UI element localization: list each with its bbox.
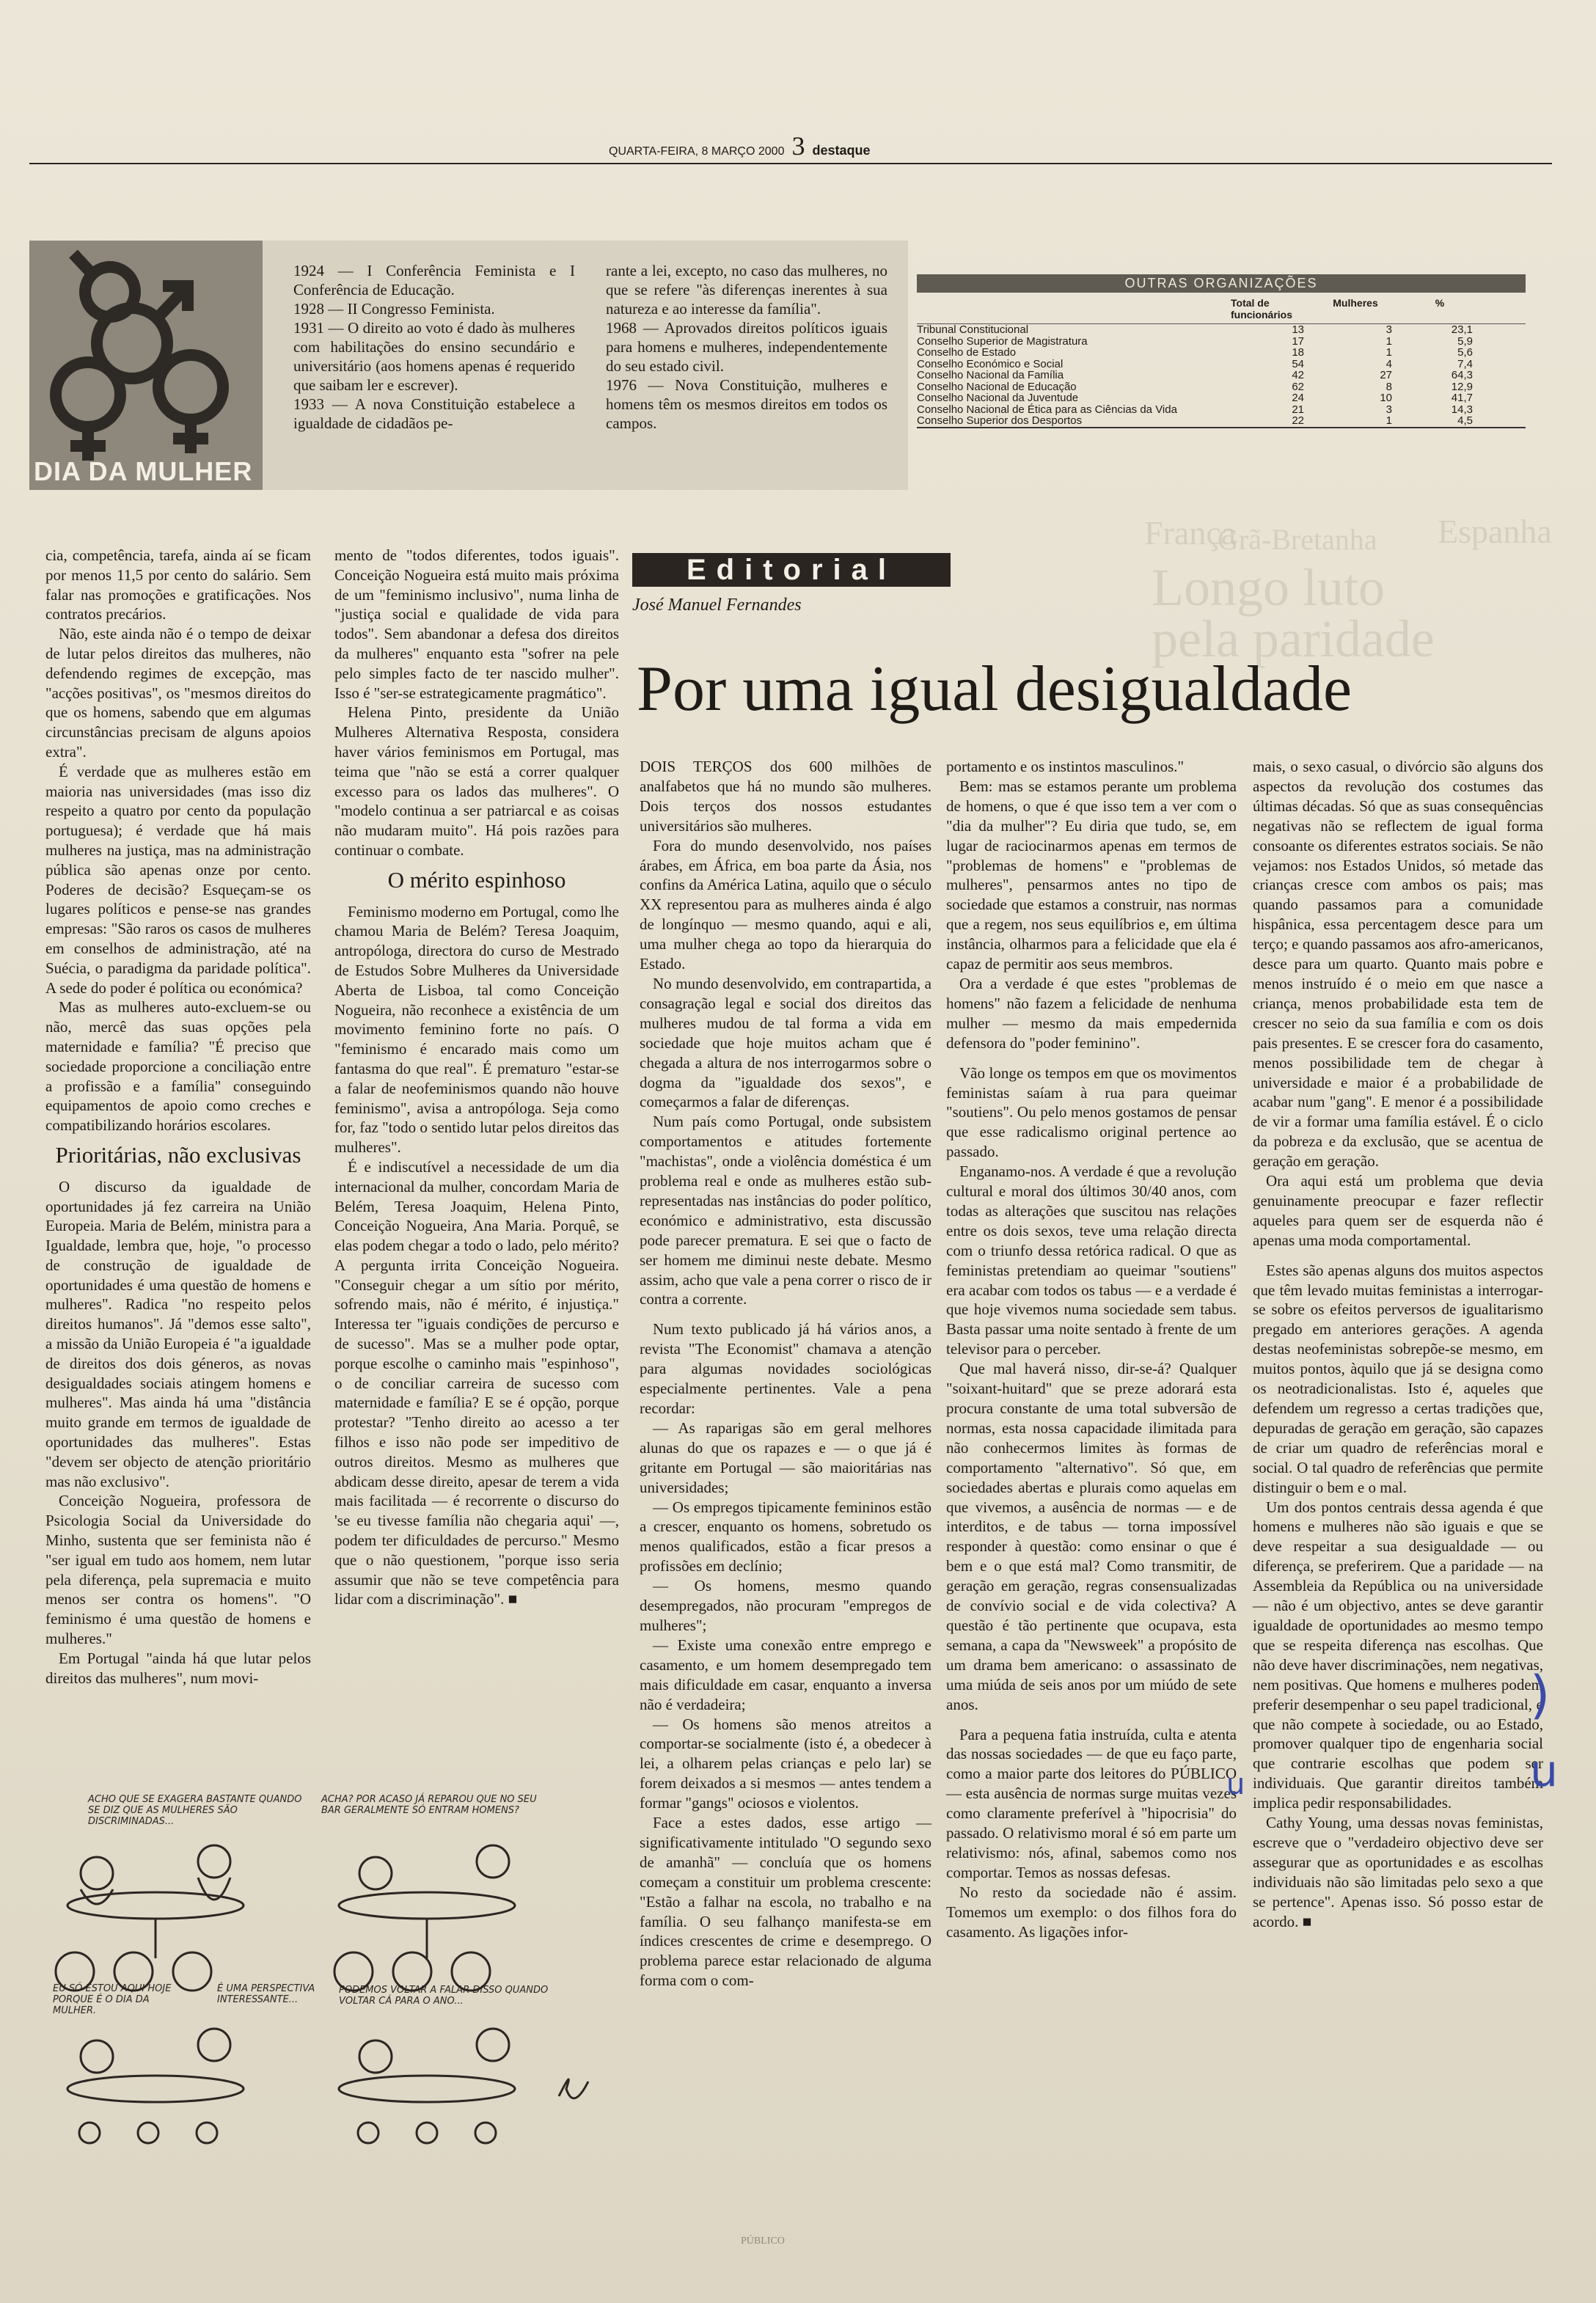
ghost-text-3: Grã-Bretanha [1218, 523, 1377, 556]
paragraph: — As raparigas são em geral melhores alunas do que os rapazes e — o que já é gritante em Portugal — são maioritárias nas universidades; [640, 1418, 931, 1496]
table-cell: 14,3 [1451, 403, 1473, 416]
table-row [917, 336, 1526, 348]
table-cell: 64,3 [1451, 369, 1473, 381]
pen-annotation-mark: ) [1530, 1665, 1551, 1725]
organization-name-cell: Tribunal Constitucional [917, 323, 1029, 336]
paragraph: Conceição Nogueira, professora de Psicologia Social da Universidade do Minho, sustenta que ser feminista não é "ser igual em tudo aos homem, nem lutar pela diferença, pela supremacia e muito menos ser contra os homens". "O feminismo é uma questão de homens e mulheres." [45, 1492, 311, 1648]
table-row [917, 381, 1526, 393]
table-cell: 23,1 [1451, 323, 1473, 336]
table-title: OUTRAS ORGANIZAÇÕES [917, 274, 1526, 293]
table-row [917, 359, 1526, 370]
paragraph: Bem: mas se estamos perante um problema de homens, o que é que isso tem a ver com o "dia da mulher"? Eu diria que tudo, se, em lugar de raciocinarmos apenas em termos de "problemas de homens" e "problemas de mulheres", pensarmos antes no tipo de sociedade que estamos a construir, nas normas que a regem, nos seus equilíbrios e, em última instância, olharmos para a felicidade que ela é capaz de permitir aos seus membros. [946, 777, 1237, 973]
paragraph: portamento e os instintos masculinos." [946, 758, 1185, 775]
pen-annotation-mark: u [1226, 1768, 1245, 1801]
paragraph: — Os empregos tipicamente femininos estão a crescer, enquanto os homens, sobretudo os menos qualificados, estão a ficar presos a profissões em declínio; [640, 1498, 931, 1575]
table-cell: 42 [1292, 369, 1304, 381]
table-cell: 17 [1292, 334, 1304, 348]
table-cell: 4,5 [1457, 414, 1473, 427]
organization-name-cell: Conselho Superior dos Desportos [917, 414, 1083, 427]
timeline-entry: 1931 — O direito ao voto é dado às mulheres com habilitações do ensino secundário e universitário (aos homens apenas é requerido que saibam ler e escrever). [293, 319, 575, 394]
table-cell: 10 [1380, 392, 1392, 404]
table-cell: 1 [1385, 346, 1392, 359]
subhead: O mérito espinhoso [387, 866, 566, 893]
table-row [917, 415, 1526, 427]
paragraph: Não, este ainda não é o tempo de deixar de lutar pelos direitos das mulheres, não defendendo regimes de excepção, mas "acções positivas", os "mesmos direitos do que os homens, sabendo que em algumas circunstâncias precisam de alguns apoios extra". [45, 625, 311, 761]
table-cell: 24 [1292, 392, 1304, 404]
paragraph: DOIS TERÇOS dos 600 milhões de analfabetos que há no mundo são mulheres. Dois terços dos nossos estudantes universitários são mulheres. [640, 758, 931, 835]
paragraph: Num texto publicado já há vários anos, a revista "The Economist" chamava a atenção para algumas novidades sociológicas especialmente pertinentes. Vale a pena recordar: [640, 1320, 931, 1417]
table-row [917, 392, 1526, 404]
ghost-text-1: Espanha [1438, 513, 1552, 550]
cartoon-illustration [45, 1788, 603, 2145]
organizations-table [917, 274, 1526, 428]
paragraph: Face a estes dados, esse artigo — significativamente intitulado "O segundo sexo de amanhã" — concluía que os homens começam a constituir um problema crescente: "Estão a falhar na escola, no trabalho e na família. O seu falhanço manifesta-se em índices crescentes de crime e desemprego. O problema parece estar relacionado de alguma forma com o com- [640, 1814, 931, 1990]
paragraph: O discurso da igualdade de oportunidades já fez carreira na União Europeia. Maria de Belém, ministra para a Igualdade, lembra que, hoje, "o processo de construção de igualdade de oportunidades é uma questão de homens e mulheres". Radica "no respeito pelos direitos humanos". Já "demos esse salto", a missão da União Europeia é "a igualdade de direitos dos dois géneros, as novas desigualdades sociais atingem homens e mulheres". Mas ainda há uma "distância muito grande em termos de igualdade de oportunidades das mulheres". Estas "devem ser objecto de atenção prioritário mas não exclusivo". [45, 1177, 311, 1490]
ghost-text-5: pela paridade [1152, 609, 1435, 668]
paragraph: mais, o sexo casual, o divórcio são alguns dos aspectos da revolução dos costumes das últimas décadas. Só que as suas consequências negativas não se reflectem de igual forma consoante os diferentes estratos sociais. Se não vejamos: nos Estados Unidos, só metade das crianças cresce com ambos os pais; mas quando passamos para a comunidade hispânica, essa percentagem desce para um terço; e quando passamos aos afro-americanos, desce para um quarto. Quanto mais pobre e menos instruído é o meio em que nasce a criança, menos probabilidade esta tem de crescer no seio da sua família e com os dois pais presentes. E se crescer fora do casamento, menos possibilidade tem de chegar à universidade e maior é a probabilidade de acabar num "gang". E menor é a possibilidade de vir a formar uma família estável. É o ciclo da pobreza e da exclusão, que se acentua de geração em geração. [1253, 758, 1543, 1171]
column-header [917, 297, 1231, 321]
timeline-entry: 1924 — I Conferência Feminista e I Conferência de Educação. [293, 262, 575, 299]
header-date: QUARTA-FEIRA, 8 MARÇO 2000 [609, 145, 785, 158]
cartoon-caption: EU SÓ ESTOU AQUI HOJE PORQUE É O DIA DA MULHER. [53, 1983, 172, 2016]
table-header [917, 293, 1526, 324]
table-cell: 22 [1292, 414, 1304, 427]
cartoon-caption: ACHA? POR ACASO JÁ REPAROU QUE NO SEU BAR GERALMENTE SÓ ENTRAM HOMENS? [321, 1794, 537, 1816]
table-cell: 1 [1385, 414, 1392, 427]
column-header: Total de funcionários [1231, 297, 1293, 321]
paragraph: Estes são apenas alguns dos muitos aspectos que têm levado muitas feministas a interrogar-se sobre os efeitos perversos de igualitarismo pregado em anteriores gerações. A agenda destas neofeministas sobrepõe-se mesmo, em muitos pontos, àquilo que já se designa como os neotradicionalistas. Isto é, aqueles que defendem um regresso a certas tradições que, depuradas de geração em geração, são capazes de criar um quadro de referências moral e social. O tal quadro de referências que permite distinguir o bem e o mal. [1253, 1261, 1543, 1496]
timeline-entry: 1968 — Aprovados direitos políticos iguais para homens e mulheres, independentemente do seu estado civil. [606, 319, 887, 375]
paragraph: É e indiscutível a necessidade de um dia internacional da mulher, concordam Maria de Belém, Teresa Joaquim, Helena Pinto, Conceição Nogueira, Ana Maria. Porquê, se elas podem chegar a todo o lado, pelo mérito? A pergunta irrita Conceição Nogueira. "Conseguir chegar a um sítio por mérito, sofrendo mais, não é mérito, é injustiça." Interessa ter "iguais condições de percurso e de sucesso". Mas se a mulher pode optar, porque escolhe o caminho mais "espinhoso", o de conciliar carreira de sucesso com maternidade e família? E se é opção, porque protestar? "Tenho direito ao acesso a ter filhos e isso não pode ser impeditivo de outros direitos. Mesmo as mulheres que abdicam desse direito, apesar de terem a vida mais facilitada — é recorrente o discurso do 'se eu tivesse família não chegaria aqui' —, podem ter dificuldades de percurso." Mesmo que o não questionem, "porque isso seria assumir que não se teve competência para lidar com a discriminação". ■ [334, 1157, 619, 1608]
paragraph: Fora do mundo desenvolvido, nos países árabes, em África, em boa parte da Ásia, nos confins da América Latina, aquilo que o século XX representou para as mulheres ainda é algo de longínquo — mesmo quando, aqui e ali, uma mulher chega ao topo da hierarquia do Estado. [640, 836, 931, 973]
organization-name-cell: Conselho Nacional da Juventude [917, 392, 1079, 404]
paragraph: Que mal haverá nisso, dir-se-á? Qualquer "soixant-huitard" que se preze adorará esta procura constante de uma total subversão de normas, esta nossa capacidade ilimitada para não conhecermos limites às formas de comportamento "alternativo". Só que, em sociedades abertas e plurais como aquelas em que vivemos, a ausência de normas — e de interditos, e de tabus — torna impossível responder à questão: como ensinar o que é bem e o que está mal? Como transmitir, de geração em geração, regras consensualizadas de convívio social e de vida colectiva? A questão é tão pertinente que ocupava, esta semana, a capa da "Newsweek" a propósito de um drama bem americano: o assassinato de uma miúda de seis anos por um miúdo de sete anos. [946, 1360, 1237, 1713]
table-cell: 21 [1292, 403, 1304, 416]
paragraph: Ora a verdade é que estes "problemas de homens" não fazem a felicidade de nenhuma mulher — mesmo da mais empedernida defensora do "poder feminino". [946, 974, 1237, 1052]
editorial-column-1 [640, 757, 931, 1991]
table-row [917, 324, 1526, 336]
cartoon-caption: PODEMOS VOLTAR A FALAR DISSO QUANDO VOLTAR CÁ PARA O ANO... [339, 1985, 549, 2007]
paragraph: Cathy Young, uma dessas novas feministas, escreve que o "verdadeiro objectivo deve ser assegurar que as oportunidades e as escolhas individuais não são limitadas pelo sexo a que se pertence". Apenas isso. Só posso estar de acordo. ■ [1253, 1814, 1543, 1930]
timeline-entry: rante a lei, excepto, no caso das mulheres, no que se refere "às diferenças inerentes à sua natureza e ao interesse da família". [606, 262, 887, 318]
subhead: Prioritárias, não exclusivas [55, 1141, 301, 1168]
paragraph: No resto da sociedade não é assim. Tomemos um exemplo: o dos filhos fora do casamento. As ligações infor- [946, 1883, 1237, 1941]
article-column-1 [45, 546, 311, 1688]
paragraph: Feminismo moderno em Portugal, como lhe chamou Maria de Belém? Teresa Joaquim, antropóloga, directora do curso de Mestrado de Estudos Sobre Mulheres da Universidade Aberta de Lisboa, tal como Conceição Nogueira, não reconhece a existência de um movimento feminino forte no país. O "feminismo é encarado mais como um fantasma do que real". É prematuro "estar-se a falar de neofeminismos quando não houve feminismo", avisa a antropóloga. Seja como for, faz "todo o sentido lutar pelos direitos das mulheres". [334, 902, 619, 1157]
table-cell: 7,4 [1457, 357, 1473, 370]
editorial-column-2 [946, 757, 1237, 1941]
editorial-column-3 [1253, 757, 1543, 1931]
timeline-column-1 [293, 261, 575, 433]
editorial-label: Editorial [632, 553, 951, 587]
editorial-headline: Por uma igual desigualdade [637, 653, 1352, 725]
table-body [917, 324, 1526, 428]
paragraph: É verdade que as mulheres estão em maioria nas universidades (mas isso diz respeito a quatro por cento da população portuguesa); é verdade que há mais mulheres na justiça, mas na administração pública são apenas onze por cento. Poderes de decisão? Esqueçam-se os lugares políticos e pense-se nas grandes empresas: "São raros os casos de mulheres em conselhos de administração, até na Suécia, o paradigma da paridade política". A sede do poder é política ou económica? [45, 762, 311, 997]
organization-name-cell: Conselho Superior de Magistratura [917, 334, 1088, 348]
paragraph: — Os homens são menos atreitos a comportar-se socialmente (isto é, a obedecer à lei, a olharem pelas crianças e pelo lar) se forem deixados a si mesmos — antes tendem a formar "gangs" ociosos e violentos. [640, 1715, 931, 1812]
table-cell: 12,9 [1451, 380, 1473, 393]
ghost-text-4: Longo luto [1152, 558, 1385, 617]
cartoon-caption: ACHO QUE SE EXAGERA BASTANTE QUANDO SE DIZ QUE AS MULHERES SÃO DISCRIMINADAS... [88, 1794, 302, 1827]
table-cell: 3 [1385, 403, 1392, 416]
paragraph: Mas as mulheres auto-excluem-se ou não, mercê das suas opções pela maternidade e família? "É preciso que sociedade proporcione a conciliação entre a profissão e a família" conseguindo equipamentos de apoio como creches e compatibilizando horários escolares. [45, 998, 311, 1135]
paragraph: — Existe uma conexão entre emprego e casamento, e um homem desempregado tem mais dificuldade em casar, enquanto a inversa não é verdadeira; [640, 1636, 931, 1713]
table-cell: 4 [1385, 357, 1392, 370]
table-cell: 1 [1385, 334, 1392, 348]
article-column-2 [334, 546, 619, 1609]
cartoon-caption: É UMA PERSPECTIVA INTERESSANTE... [217, 1983, 315, 2005]
paragraph: Para a pequena fatia instruída, culta e atenta das nossas sociedades — de que eu faço parte, como a maior parte dos leitores do PÚBLICO — esta ausência de normas surge muitas vezes como claramente preferível à "hipocrisia" do passado. O relativismo moral é só em parte um relativismo: nós, afinal, sabemos como nos comportar. Temos as nossas defesas. [946, 1725, 1237, 1881]
header-rule [29, 163, 1552, 164]
column-header: % [1435, 297, 1445, 309]
paragraph: mento de "todos diferentes, todos iguais". Conceição Nogueira está muito mais próxima de um "feminismo inclusivo", numa linha de "justiça social e qualidade de vida para todos". Sem abandonar a defesa dos direitos da mulheres" enquanto esta "sofrer na pele pelo simples facto de ter nascido mulher". Isso é "ser-se estrategicamente pragmático". [334, 546, 619, 702]
timeline-column-2 [606, 261, 887, 433]
organization-name-cell: Conselho Nacional de Ética para as Ciências da Vida [917, 403, 1177, 416]
paragraph: — Os homens, mesmo quando desempregados, não procuram "empregos de mulheres"; [640, 1577, 931, 1634]
table-cell: 13 [1292, 323, 1304, 336]
paragraph: cia, competência, tarefa, ainda aí se ficam por menos 11,5 por cento do salário. Sem falar nas promoções e gratificações. Nos contratos precários. [45, 546, 311, 623]
organization-name-cell: Conselho Nacional de Educação [917, 380, 1077, 393]
paragraph: Um dos pontos centrais dessa agenda é que homens e mulheres não são iguais e que se deve respeitar a sua desigualdade — ou diferença, se preferirem. Que a paridade — na Assembleia da República ou na universidade — não é um objectivo, antes se deve garantir igualdade de oportunidades ao mesmo tempo que se respeita diferença nas escolhas. Que não deve haver discriminações, nem negativas, nem positivas. Que homens e mulheres podem preferir desempenhar o seu papel tradicional, e que não compete à sociedade, ou ao Estado, promover qualquer tipo de engenharia social que contrarie escolhas que podem ser individuais. Que garantir direitos também implica pedir responsabilidades. [1253, 1498, 1543, 1812]
paragraph: Vão longe os tempos em que os movimentos feministas saíam à rua para queimar "soutiens". Ou pelo menos gostamos de pensar que esse radicalismo original pertence ao passado. [946, 1063, 1237, 1161]
gender-symbols-icon [29, 241, 263, 490]
section-name: destaque [812, 143, 871, 158]
table-cell: 18 [1292, 346, 1304, 359]
table-cell: 27 [1380, 369, 1392, 381]
table-cell: 5,6 [1457, 346, 1473, 359]
table-row [917, 347, 1526, 359]
table-row [917, 404, 1526, 416]
paragraph: Helena Pinto, presidente da União Mulheres Alternativa Resposta, considera haver vários feminismos em Portugal, mas teima que "não se está a correr qualquer excesso para os lados das mulheres". O "modelo continua a ser patriarcal e as coisas não mudaram muito". Há pois razões para continuar o combate. [334, 703, 619, 859]
page-number: 3 [791, 131, 805, 161]
timeline-entry: 1976 — Nova Constituição, mulheres e homens têm os mesmos direitos em todos os campos. [606, 376, 887, 432]
table-cell: 8 [1385, 380, 1392, 393]
column-header: Mulheres [1333, 297, 1378, 309]
timeline-entry: 1928 — II Congresso Feminista. [293, 300, 495, 318]
table-cell: 3 [1385, 323, 1392, 336]
table-row [917, 370, 1526, 381]
paragraph: Num país como Portugal, onde subsistem comportamentos e atitudes fortemente "machistas", onde a violência doméstica é um problema real e onde as mulheres estão sub-representadas nas instâncias do poder político, económico e administrativo, esta discussão pode parecer prematura. E sei que o facto de ser homem me diminui neste debate. Mesmo assim, acho que vale a pena correr o risco de ir contra a corrente. [640, 1113, 931, 1308]
paragraph: No mundo desenvolvido, em contrapartida, a consagração legal e social dos direitos das mulheres mudou de tal forma a vida em sociedade que hoje muitos acham que é chegada a altura de nos interrogarmos sobre o dogma da "igualdade dos sexos", e começarmos a falar de diferenças. [640, 974, 931, 1111]
table-cell: 62 [1292, 380, 1304, 393]
timeline-entry: 1933 — A nova Constituição estabelece a igualdade de cidadãos pe- [293, 395, 575, 432]
ghost-text-2: França [1144, 514, 1237, 552]
organization-name-cell: Conselho Económico e Social [917, 357, 1064, 370]
table-cell: 41,7 [1451, 392, 1473, 404]
paragraph: Enganamo-nos. A verdade é que a revolução cultural e moral dos últimos 30/40 anos, com todas as alterações que suscitou nas relações entre os dois sexos, teve uma relação directa com o triunfo dessa retórica radical. O que as feministas pretendiam ao queimar "soutiens" era acabar com todos os tabus — e a verdade é que hoje vivemos numa sociedade sem tabus. Basta passar uma noite sentado à frente de um televisor para o perceber. [946, 1163, 1237, 1358]
table-cell: 54 [1292, 357, 1304, 370]
organization-name-cell: Conselho Nacional da Família [917, 369, 1064, 381]
dia-da-mulher-label: DIA DA MULHER [34, 456, 253, 486]
footer-logo: PÚBLICO [741, 2236, 785, 2247]
pen-annotation-mark: u [1530, 1746, 1559, 1797]
author-byline: José Manuel Fernandes [632, 596, 802, 615]
paragraph: Ora aqui está um problema que devia genuinamente preocupar e fazer reflectir aqueles para quem ser de esquerda não é apenas uma moda comportamental. [1253, 1172, 1543, 1249]
paragraph: Em Portugal "ainda há que lutar pelos direitos das mulheres", num movi- [45, 1649, 311, 1687]
table-cell: 5,9 [1457, 334, 1473, 348]
organization-name-cell: Conselho de Estado [917, 346, 1017, 359]
page-header [609, 131, 1049, 161]
